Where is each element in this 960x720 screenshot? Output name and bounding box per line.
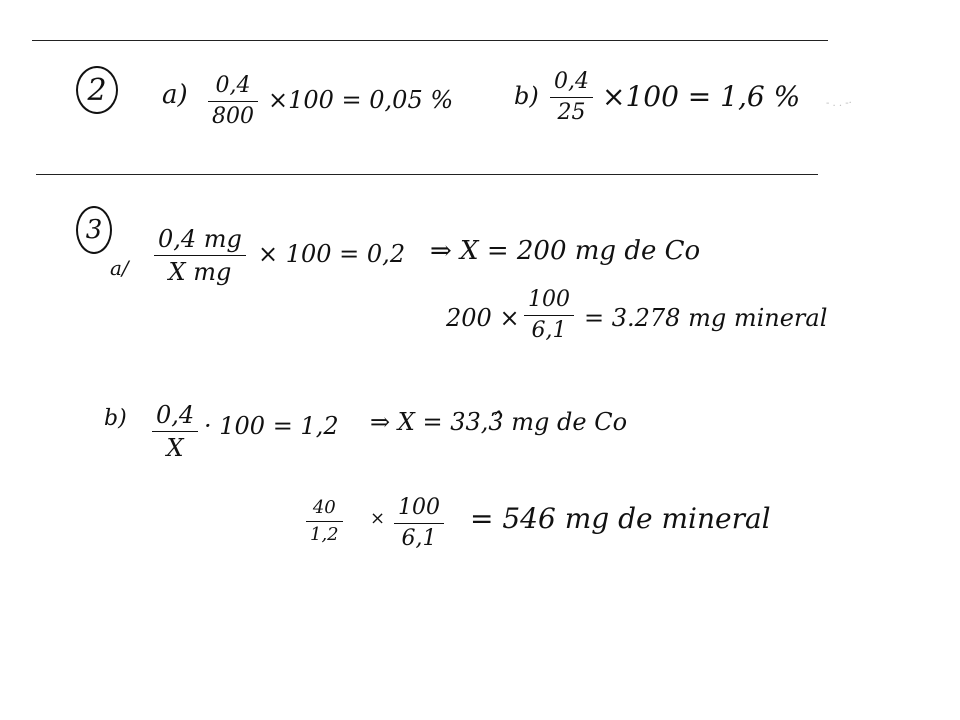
problem-2-number-text: 2 [87, 72, 107, 108]
problem-2b-numerator: 0,4 [554, 69, 589, 94]
problem-3b-result: ⇒ X = 33,3̂ mg de Co [370, 408, 628, 436]
problem-3b-label: b) [104, 406, 127, 431]
problem-3a-numerator: 0,4 mg [158, 225, 242, 253]
problem-3b-line2-rest: = 546 mg de mineral [470, 502, 771, 535]
top-rule [32, 40, 828, 41]
middle-rule [36, 174, 818, 175]
problem-2a-fraction [208, 74, 258, 129]
problem-3a-line2-rest: = 3.278 mg mineral [584, 304, 828, 332]
problem-3b-line2-fraction-2 [394, 496, 444, 551]
problem-2-number [76, 66, 118, 114]
problem-3b-line2-times: × [370, 508, 386, 529]
problem-3a-line2-fraction [524, 288, 574, 343]
problem-3a-line2-numerator: 100 [528, 287, 570, 312]
problem-2a-rest: ×100 = 0,05 % [268, 86, 454, 114]
problem-3b-line2-denominator-1: 1,2 [310, 523, 339, 545]
problem-3b-line2-denominator-2: 6,1 [401, 526, 437, 552]
problem-2a-numerator: 0,4 [215, 73, 251, 98]
problem-3a-line2-denominator: 6,1 [531, 318, 567, 344]
problem-3a-result: ⇒ X = 200 mg de Co [430, 236, 701, 266]
problem-2b-fraction [550, 70, 593, 125]
fraction-bar [306, 521, 343, 522]
problem-3a-rest: × 100 = 0,2 [258, 240, 406, 268]
problem-3a-fraction [154, 226, 246, 286]
problem-3b-line2-numerator-1: 40 [312, 497, 336, 518]
problem-3-number-text: 3 [85, 215, 103, 245]
problem-2b-denominator: 25 [557, 100, 586, 126]
problem-3b-rest: · 100 = 1,2 [204, 412, 339, 440]
problem-3a-denominator: X mg [168, 258, 232, 287]
fraction-bar [524, 315, 574, 316]
problem-2a-label: a) [162, 80, 188, 110]
fraction-bar [152, 431, 198, 432]
fraction-bar [550, 97, 593, 98]
problem-3a-label: a/ [110, 256, 129, 280]
problem-2b-rest: ×100 = 1,6 % [602, 80, 801, 113]
problem-3b-numerator: 0,4 [156, 401, 195, 429]
problem-3b-line2-numerator-2: 100 [398, 495, 440, 520]
scan-speck: - . . -· [826, 98, 852, 109]
problem-2b-label: b) [514, 82, 539, 110]
fraction-bar [394, 523, 444, 524]
problem-3-number [76, 206, 112, 254]
problem-3b-line2-fraction-1 [306, 498, 343, 545]
fraction-bar [208, 101, 258, 102]
problem-2a-denominator: 800 [212, 104, 254, 130]
problem-3b-denominator: X [166, 434, 184, 463]
problem-3b-fraction [152, 402, 198, 462]
problem-3a-line2-prefix: 200 × [446, 304, 520, 332]
fraction-bar [154, 255, 246, 256]
